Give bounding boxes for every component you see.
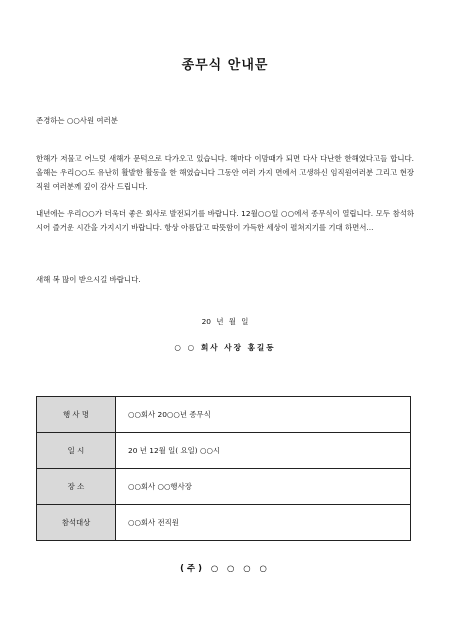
table-row	[37, 433, 411, 469]
row-value: ○○회사 20○○년 종무식	[116, 397, 411, 433]
closing-line: 새해 복 많이 받으시길 바랍니다.	[36, 275, 141, 284]
salutation: 존경하는 ○○사원 여러분	[36, 116, 118, 125]
paragraph-1: 한해가 저물고 어느덧 새해가 문턱으로 다가오고 있습니다. 해마다 이맘때가 되면 다사 다난한 한해였다고들 합니다. 올해는 우리○○도 유난히 활발한 활동을 한 해였습니다 그동안 여러 가지 면에서 고생하신 임직원여러분 그리고 현장직원 여러분께 깊이 감사 드립니다.	[36, 154, 414, 191]
paragraph-2: 내년에는 우리○○가 더욱더 좋은 회사로 발전되기를 바랍니다. 12월○○일 ○○에서 종무식이 열립니다. 모두 참석하시어 즐거운 시간을 가지시기 바랍니다. 항상 아름답고 따뜻함이 가득한 세상이 펼쳐지기를 기대 하면서...	[36, 209, 414, 232]
row-value: ○○회사 ○○행사장	[116, 469, 411, 505]
row-label: 장 소	[37, 469, 116, 505]
document-title: 종무식 안내문	[181, 58, 269, 73]
row-value: 20 년 12월 일( 요일) ○○시	[116, 433, 411, 469]
signature-line: ○ ○ 회사 사장 홍길동	[174, 343, 276, 352]
row-label: 행 사 명	[37, 397, 116, 433]
event-info-table	[36, 396, 411, 541]
table-row	[37, 505, 411, 541]
date-line: 20 년 월 일	[201, 317, 249, 326]
row-label: 참석대상	[37, 505, 116, 541]
organization-name: (주) ○ ○ ○ ○	[180, 563, 270, 573]
table-row	[37, 397, 411, 433]
row-label: 일 시	[37, 433, 116, 469]
row-value: ○○회사 전직원	[116, 505, 411, 541]
table-row	[37, 469, 411, 505]
